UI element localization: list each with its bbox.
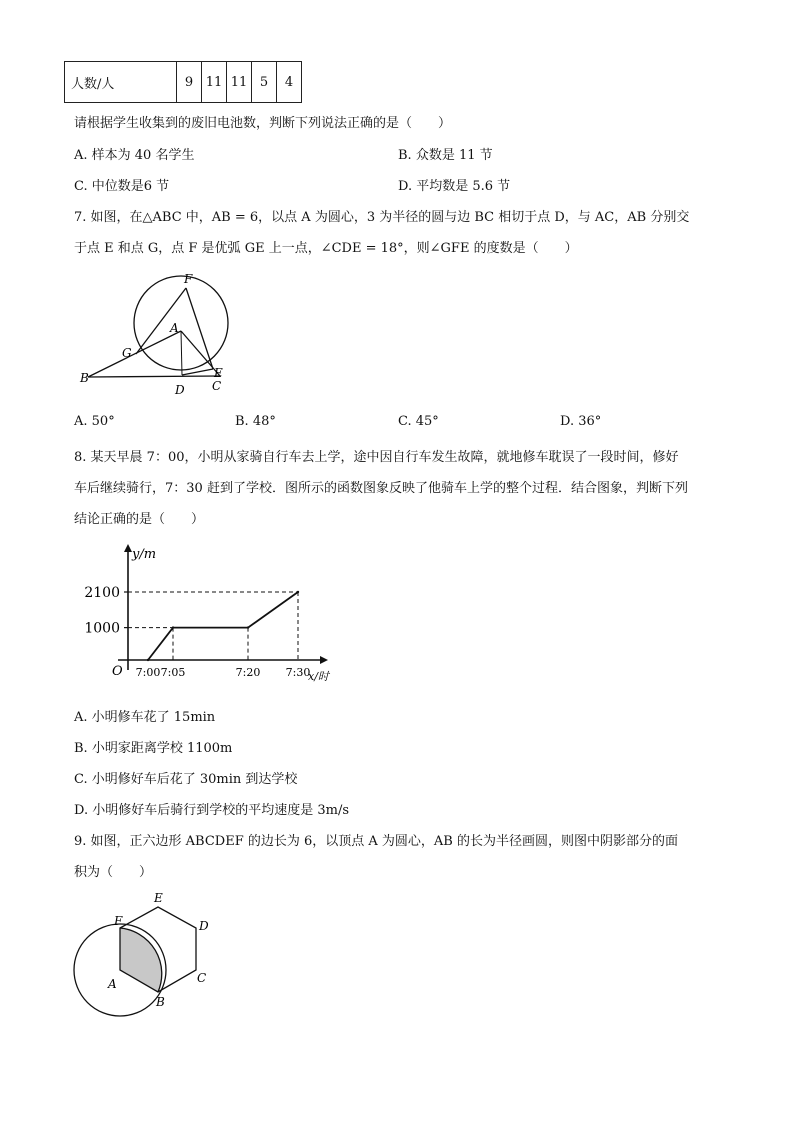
label-b: B — [80, 371, 89, 385]
q7-stem-line-1: 7. 如图，在△ABC 中，AB = 6，以点 A 为圆心，3 为半径的圆与边 BC 相切于点 D，与 AC，AB 分别交 — [74, 210, 690, 225]
data-point — [297, 591, 299, 593]
table-cell: 9 — [177, 62, 202, 103]
q7-circle-figure — [74, 266, 244, 400]
q7-option-c[interactable]: C. 45° — [398, 414, 439, 429]
q9-stem-line-2: 积为（ ） — [74, 865, 153, 880]
table-cell: 11 — [202, 62, 227, 103]
data-point — [147, 659, 149, 661]
x-tick-label: 7:20 — [235, 666, 261, 679]
label-g: G — [122, 346, 132, 360]
label-e: E — [154, 891, 163, 905]
label-c: C — [212, 379, 222, 393]
data-point — [247, 626, 249, 628]
label-c: C — [197, 971, 207, 985]
table-row — [65, 62, 302, 103]
label-d: D — [199, 919, 209, 933]
y-tick-label: 1000 — [84, 620, 120, 637]
x-tick-label: 7:00 — [135, 666, 161, 679]
q7-option-a[interactable]: A. 50° — [74, 414, 115, 429]
x-axis-arrow — [320, 656, 328, 664]
q7-stem-line-2: 于点 E 和点 G，点 F 是优弧 GE 上一点，∠CDE = 18°，则∠GFE 的度数是（ ） — [74, 241, 578, 256]
table-cell: 5 — [252, 62, 277, 103]
q6-option-d[interactable]: D. 平均数是 5.6 节 — [398, 179, 511, 194]
origin-label: O — [112, 664, 123, 679]
x-axis-label: x/时 — [308, 670, 329, 683]
q9-hexagon-figure — [70, 888, 230, 1028]
q8-stem-line-2: 车后继续骑行，7：30 赶到了学校．图所示的函数图象反映了他骑车上学的整个过程．结合图象，判断下列 — [74, 481, 688, 496]
label-e: E — [214, 366, 223, 380]
table-cell: 4 — [277, 62, 302, 103]
q8-option-a[interactable]: A. 小明修车花了 15min — [74, 710, 216, 725]
q7-option-b[interactable]: B. 48° — [235, 414, 276, 429]
q6-stem: 请根据学生收集到的废旧电池数，判断下列说法正确的是（ ） — [74, 116, 452, 131]
y-axis-label: y/m — [132, 547, 157, 562]
label-f: F — [184, 272, 193, 286]
series-line — [148, 592, 298, 660]
y-axis-arrow — [124, 544, 132, 552]
q6-option-a[interactable]: A. 样本为 40 名学生 — [74, 148, 195, 163]
q6-option-c[interactable]: C. 中位数是6 节 — [74, 179, 170, 194]
data-point — [172, 626, 174, 628]
table-header-cell: 人数/人 — [65, 62, 177, 103]
q8-option-d[interactable]: D. 小明修好车后骑行到学校的平均速度是 3m/s — [74, 803, 350, 818]
label-b: B — [156, 995, 165, 1009]
table-cell: 11 — [227, 62, 252, 103]
q8-stem-line-3: 结论正确的是（ ） — [74, 512, 205, 527]
q8-stem-line-1: 8. 某天早晨 7：00，小明从家骑自行车去上学，途中因自行车发生故障，就地修车耽误了一段时间，修好 — [74, 450, 679, 465]
x-tick-label: 7:30 — [285, 666, 311, 679]
label-a: A — [108, 977, 117, 991]
q8-option-c[interactable]: C. 小明修好车后花了 30min 到达学校 — [74, 772, 298, 787]
q7-option-d[interactable]: D. 36° — [560, 414, 602, 429]
q6-option-b[interactable]: B. 众数是 11 节 — [398, 148, 493, 163]
label-d: D — [175, 383, 185, 397]
label-a: A — [170, 321, 179, 335]
y-tick-label: 2100 — [84, 585, 120, 601]
q9-stem-line-1: 9. 如图，正六边形 ABCDEF 的边长为 6，以顶点 A 为圆心，AB 的长为半径画圆，则图中阴影部分的面 — [74, 834, 678, 849]
x-tick-label: 7:05 — [160, 666, 186, 679]
distance-time-chart — [70, 540, 350, 688]
label-f: F — [114, 914, 123, 928]
battery-count-table — [64, 61, 302, 103]
q8-option-b[interactable]: B. 小明家距离学校 1100m — [74, 741, 233, 756]
